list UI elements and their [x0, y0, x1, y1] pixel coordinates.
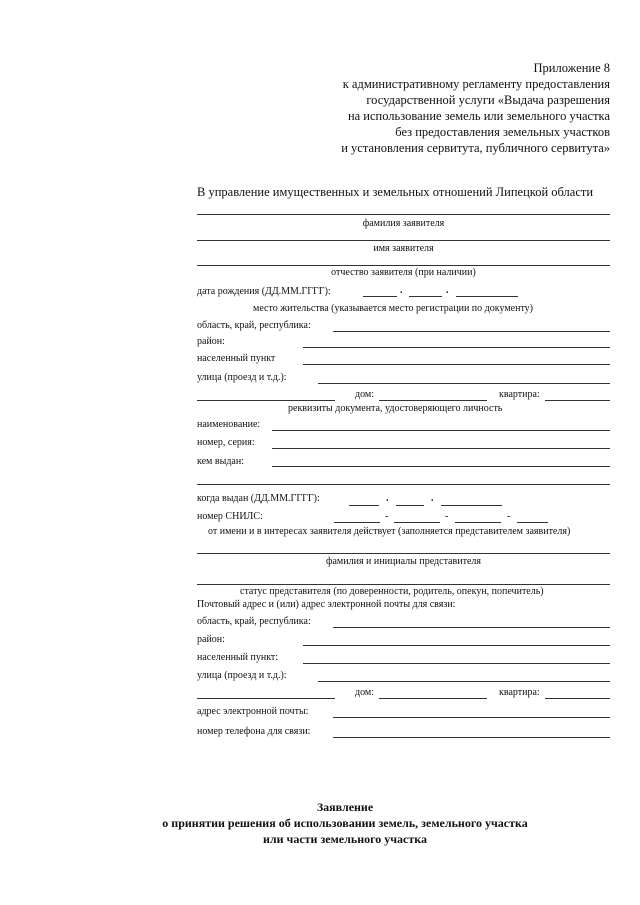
contact-region-label: область, край, республика: — [197, 616, 311, 627]
doc-name-field[interactable] — [272, 430, 610, 431]
on-behalf-caption: от имени и в интересах заявителя действует (заполняется представителем заявителя) — [208, 526, 571, 537]
contact-apartment-field[interactable] — [545, 698, 610, 699]
contact-locality-field[interactable] — [303, 663, 610, 664]
apartment-label: квартира: — [499, 389, 540, 400]
snils-separator: - — [445, 511, 449, 522]
snils-part2-field[interactable] — [394, 522, 440, 523]
birth-date-label: дата рождения (ДД.ММ.ГГГГ): — [197, 286, 331, 297]
phone-field[interactable] — [333, 737, 610, 738]
representative-name-field[interactable] — [197, 553, 610, 554]
phone-label: номер телефона для связи: — [197, 726, 311, 737]
house-label: дом: — [355, 389, 375, 400]
snils-part4-field[interactable] — [517, 522, 548, 523]
appendix-line: без предоставления земельных участков — [395, 125, 610, 139]
patronymic-field[interactable] — [197, 265, 610, 266]
surname-caption: фамилия заявителя — [362, 218, 445, 229]
name-caption: имя заявителя — [373, 243, 434, 254]
appendix-line: к административному регламенту предоставления — [342, 77, 610, 91]
name-field[interactable] — [197, 240, 610, 241]
contact-street-label: улица (проезд и т.д.): — [197, 670, 287, 681]
doc-name-label: наименование: — [197, 419, 261, 430]
addressee: В управление имущественных и земельных отношений Липецкой области — [197, 185, 594, 199]
contact-district-field[interactable] — [303, 645, 610, 646]
birth-month-field[interactable] — [409, 296, 442, 297]
email-field[interactable] — [333, 717, 610, 718]
appendix-line: на использование земель или земельного участка — [347, 109, 610, 123]
contact-street-extra-field[interactable] — [197, 698, 335, 699]
representative-name-caption: фамилия и инициалы представителя — [326, 556, 481, 567]
document-subtitle: или части земельного участка — [263, 832, 427, 846]
house-field[interactable] — [379, 400, 487, 401]
date-separator: . — [400, 285, 403, 296]
street-extra-field[interactable] — [197, 400, 335, 401]
issued-year-field[interactable] — [441, 505, 502, 506]
date-separator: . — [446, 285, 449, 296]
patronymic-caption: отчество заявителя (при наличии) — [331, 267, 476, 278]
street-field[interactable] — [318, 383, 610, 384]
id-doc-caption: реквизиты документа, удостоверяющего личность — [288, 403, 503, 414]
region-label: область, край, республика: — [197, 320, 311, 331]
locality-field[interactable] — [303, 364, 610, 365]
date-separator: . — [431, 493, 434, 504]
contact-region-field[interactable] — [333, 627, 610, 628]
issued-day-field[interactable] — [349, 505, 379, 506]
birth-day-field[interactable] — [363, 296, 397, 297]
contact-locality-label: населенный пункт: — [197, 652, 279, 663]
snils-label: номер СНИЛС: — [197, 511, 263, 522]
email-label: адрес электронной почты: — [197, 706, 309, 717]
snils-separator: - — [507, 511, 511, 522]
contact-house-label: дом: — [355, 687, 375, 698]
document-subtitle: о принятии решения об использовании земель, земельного участка — [162, 816, 528, 830]
birth-year-field[interactable] — [456, 296, 518, 297]
snils-separator: - — [385, 511, 389, 522]
issued-date-label: когда выдан (ДД.ММ.ГГГГ): — [197, 493, 320, 504]
street-label: улица (проезд и т.д.): — [197, 372, 287, 383]
residence-caption: место жительства (указывается место регистрации по документу) — [253, 303, 534, 314]
issued-by-field[interactable] — [272, 466, 610, 467]
contact-district-label: район: — [197, 634, 225, 645]
issued-by-label: кем выдан: — [197, 456, 244, 467]
doc-series-label: номер, серия: — [197, 437, 255, 448]
appendix-line: Приложение 8 — [533, 61, 610, 75]
district-label: район: — [197, 336, 225, 347]
contact-house-field[interactable] — [379, 698, 487, 699]
issued-by-extra-field[interactable] — [197, 484, 610, 485]
appendix-line: и установления сервитута, публичного сервитута» — [341, 141, 610, 155]
document-title: Заявление — [316, 800, 374, 814]
district-field[interactable] — [303, 347, 610, 348]
apartment-field[interactable] — [545, 400, 610, 401]
date-separator: . — [386, 493, 389, 504]
snils-part3-field[interactable] — [455, 522, 501, 523]
contact-apartment-label: квартира: — [499, 687, 540, 698]
doc-series-field[interactable] — [272, 448, 610, 449]
surname-field[interactable] — [197, 214, 610, 215]
region-field[interactable] — [333, 331, 610, 332]
locality-label: населенный пункт — [197, 353, 276, 364]
contact-heading: Почтовый адрес и (или) адрес электронной почты для связи: — [197, 599, 456, 610]
appendix-line: государственной услуги «Выдача разрешения — [366, 93, 610, 107]
issued-month-field[interactable] — [396, 505, 424, 506]
snils-part1-field[interactable] — [334, 522, 380, 523]
representative-status-field[interactable] — [197, 584, 610, 585]
representative-status-caption: статус представителя (по доверенности, родитель, опекун, попечитель) — [240, 586, 544, 597]
contact-street-field[interactable] — [318, 681, 610, 682]
